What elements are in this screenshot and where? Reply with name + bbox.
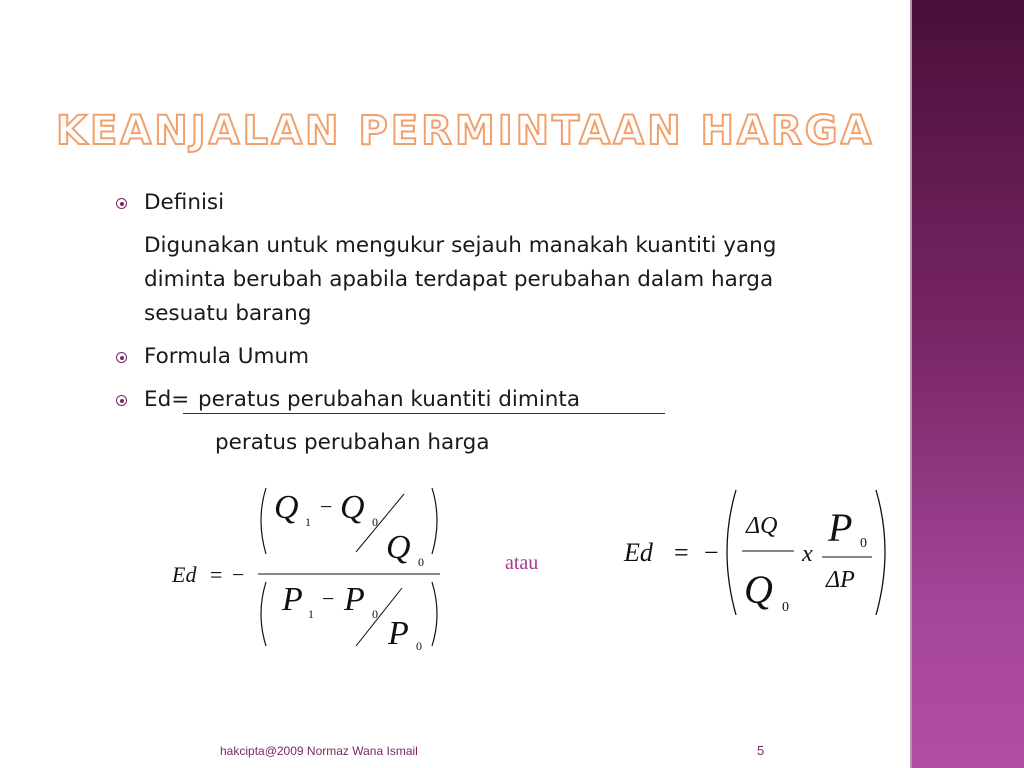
slide-title: KEANJALAN PERMINTAAN HARGA [56,108,875,154]
ed-lhs: Ed [624,538,653,567]
sub-1: 1 [305,515,311,529]
sub-0: 0 [372,607,378,621]
p-symbol: P [344,581,365,618]
ed-denominator: peratus perubahan harga [215,430,490,455]
q-symbol: Q [274,489,299,526]
q-symbol: Q [386,529,411,566]
ed-numerator: peratus perubahan kuantiti diminta [198,387,581,412]
item-definisi: Definisi [144,190,225,215]
decorative-side-band [912,0,1024,768]
times-x: x [802,541,813,567]
sub-0: 0 [416,639,422,653]
sub-1: 1 [308,607,314,621]
connector-atau: atau [505,552,539,574]
minus-sign: − [232,562,245,587]
item-formula-umum: Formula Umum [144,344,310,369]
ed-prefix: Ed= [144,387,190,412]
sub-0: 0 [782,600,789,615]
bullet-icon [116,352,127,363]
minus-sign: − [704,538,719,567]
bullet-icon [116,198,127,209]
equals-sign: = [210,562,223,587]
definition-line-1: Digunakan untuk mengukur sejauh manakah kuantiti yang [144,233,777,258]
footer-copyright: hakcipta@2009 Normaz Wana Ismail [220,744,418,758]
sub-0: 0 [372,515,378,529]
delta-p: ΔP [826,567,855,593]
q-symbol: Q [340,489,365,526]
fraction-bar [183,413,665,414]
q-symbol: Q [744,567,773,612]
sub-0: 0 [860,536,867,551]
equals-sign: = [674,538,689,567]
minus-sign: − [320,494,333,519]
p-symbol: P [388,615,409,652]
minus-sign: − [322,586,335,611]
ed-lhs: Ed [172,562,197,587]
sub-0: 0 [418,555,424,569]
formula-ratio [160,478,460,653]
p-symbol: P [282,581,303,618]
formula-delta [618,485,898,620]
definition-line-2: diminta berubah apabila terdapat perubahan dalam harga [144,267,774,292]
p-symbol: P [828,505,853,550]
bullet-icon [116,395,127,406]
delta-q: ΔQ [746,513,778,539]
definition-line-3: sesuatu barang [144,301,312,326]
page-number: 5 [757,743,765,758]
